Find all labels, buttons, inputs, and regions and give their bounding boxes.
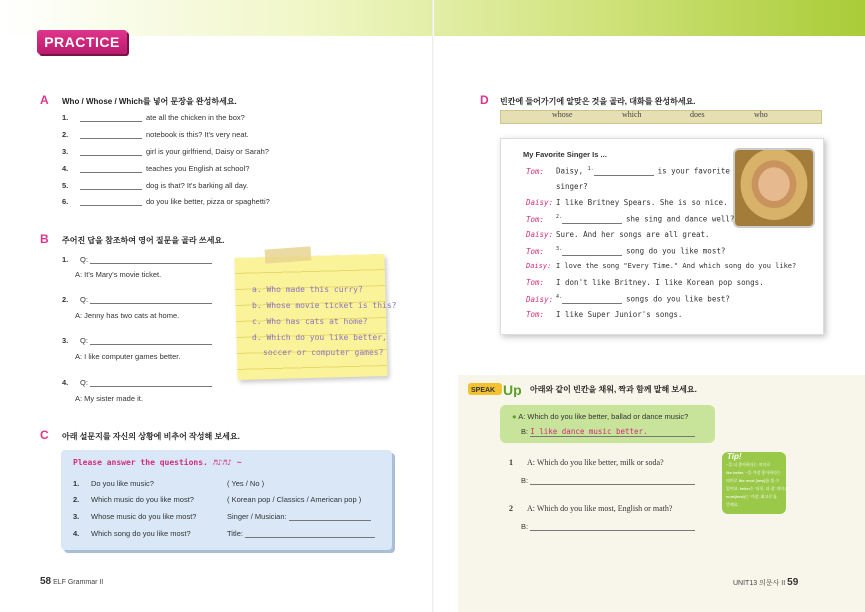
b-item-2-a: A: Jenny has two cats at home. [75,311,180,320]
a-item-3: 3. girl is your girlfriend, Daisy or Sarah? [62,147,269,156]
dialog-line-6: Daisy: I love the song "Every Time." And which song do you like? [526,262,797,270]
example-question: ● A: Which do you like better, ballad or dance music? [512,412,689,421]
c-item-2-q: 2. Which music do you like most? [73,495,194,504]
section-b-letter: B [40,232,49,246]
c-item-4-q: 4. Which song do you like most? [73,529,191,538]
dialog-line-7: Tom: I don't like Britney. I like Korean pop songs. [526,278,764,287]
c-item-3-q: 3. Whose music do you like most? [73,512,197,521]
section-c-letter: C [40,428,49,442]
section-a-instruction: Who / Whose / Which를 넣어 문장을 완성하세요. [62,97,237,106]
b-item-3-q: 3. Q: [62,336,216,345]
dialog-blank-3[interactable] [562,247,622,256]
speak-item-1-b: B: [521,476,699,485]
dialog-line-1b: singer? [556,182,588,191]
speak-up-badge [468,381,522,397]
b-item-4-a: A: My sister made it. [75,394,143,403]
b-item-3-a: A: I like computer games better. [75,352,181,361]
dialog-line-2: Daisy: I like Britney Spears. She is so nice. [526,198,728,207]
c-item-2-a[interactable]: ( Korean pop / Classics / American pop ) [227,495,362,504]
section-a-letter: A [40,93,49,107]
speak-label: SPEAK [471,387,496,394]
speak-item-1-q: 1 A: Which do you like better, milk or soda? [509,458,664,467]
dialog-line-9: Tom: I like Super Junior's songs. [526,310,683,319]
word-bank-word: which [622,110,642,119]
note-option-b: b. Whose movie ticket is this? [252,301,397,310]
dialog-line-5: Tom: $^{3.}$ song do you like most? [526,246,726,256]
question-blank[interactable] [90,378,212,387]
tip-line-2: like better, ~을 가장 좋아하다는 [726,470,781,475]
title-blank[interactable] [245,529,375,538]
dialog-line-3: Tom: $^{2.}$ she sing and dance well? [526,214,735,224]
section-c-instruction: 아래 설문지를 자신의 상황에 비추어 작성해 보세요. [62,432,240,441]
question-blank[interactable] [90,336,212,345]
answer-blank[interactable] [80,197,142,206]
question-blank[interactable] [90,295,212,304]
dialog-blank-4[interactable] [562,295,622,304]
answer-blank[interactable] [80,113,142,122]
speak-blank-1[interactable] [530,476,695,485]
answer-blank[interactable] [80,181,142,190]
answer-blank[interactable] [80,164,142,173]
section-b-instruction: 주어진 답을 참조하여 영어 질문을 골라 쓰세요. [62,236,225,245]
singer-photo [733,148,815,228]
c-item-1-a[interactable]: ( Yes / No ) [227,479,265,488]
page-fold [432,0,434,612]
dialog-line-4: Daisy: Sure. And her songs are all great. [526,230,710,239]
dialog-blank-1[interactable] [594,167,654,176]
a-item-4: 4. teaches you English at school? [62,164,250,173]
tip-line-4: 있어요. better는 '더욱, 더 잘' 의미고 [726,486,789,491]
practice-badge: PRACTICE [37,30,127,54]
tip-line-5: most(best)는 '가장, 최고로'를 [726,494,777,499]
speak-blank-2[interactable] [530,522,695,531]
left-footer: 58 ELF Grammar II [40,576,104,587]
right-footer: UNIT13 의문사 II 59 [733,577,799,588]
singer-blank[interactable] [289,512,371,521]
b-item-4-q: 4. Q: [62,378,216,387]
a-item-2: 2. notebook is this? It's very neat. [62,130,249,139]
tip-title: Tip! [727,452,742,461]
note-option-a: a. Who made this curry? [252,285,363,294]
dialog-line-8: Daisy: $^{4.}$ songs do you like best? [526,294,730,304]
answer-blank[interactable] [80,130,142,139]
survey-title: Please answer the questions. ♬♪♬♪ ~ [73,458,242,467]
section-d-instruction: 빈칸에 들어가기에 알맞은 것을 골라, 대화를 완성하세요. [500,97,696,106]
a-item-6: 6. do you like better, pizza or spaghetti? [62,197,270,206]
tip-line-1: ~을 더 좋아하다는 의미로 [726,462,771,467]
note-option-d-cont: soccer or computer games? [263,348,384,357]
a-item-5: 5. dog is that? It's barking all day. [62,181,249,190]
up-label: Up [503,382,522,397]
word-bank-word: whose [552,110,573,119]
speak-up-instruction: 아래와 같이 빈칸을 채워, 짝과 함께 말해 보세요. [530,385,697,394]
b-item-2-q: 2. Q: [62,295,216,304]
speak-item-2-b: B: [521,522,699,531]
word-bank-word: does [690,110,705,119]
answer-blank[interactable] [80,147,142,156]
dialog-line-1: Tom: Daisy, $^{1.}$ is your favorite [526,166,730,176]
note-option-c: c. Who has cats at home? [252,317,368,326]
tip-line-3: 의미로 like most [best]를 쓸 수 [726,478,780,483]
tip-line-6: 뜻해요. [726,502,739,507]
word-bank-word: who [754,110,768,119]
word-bank [500,110,822,124]
question-blank[interactable] [90,255,212,264]
b-item-1-a: A: It's Mary's movie ticket. [75,270,162,279]
section-d-letter: D [480,93,489,107]
c-item-1-q: 1. Do you like music? [73,479,154,488]
dialog-blank-2[interactable] [562,215,622,224]
speak-item-2-q: 2 A: Which do you like most, English or math? [509,504,673,513]
example-answer: B: I like dance music better. [521,427,695,437]
c-item-4-a: Title: [227,529,379,538]
example-box [500,405,715,443]
dialog-title: My Favorite Singer Is ... [523,150,607,159]
a-item-1: 1. ate all the chicken in the box? [62,113,245,122]
b-item-1-q: 1. Q: [62,255,216,264]
note-option-d: d. Which do you like better, [252,333,387,342]
c-item-3-a: Singer / Musician: [227,512,375,521]
